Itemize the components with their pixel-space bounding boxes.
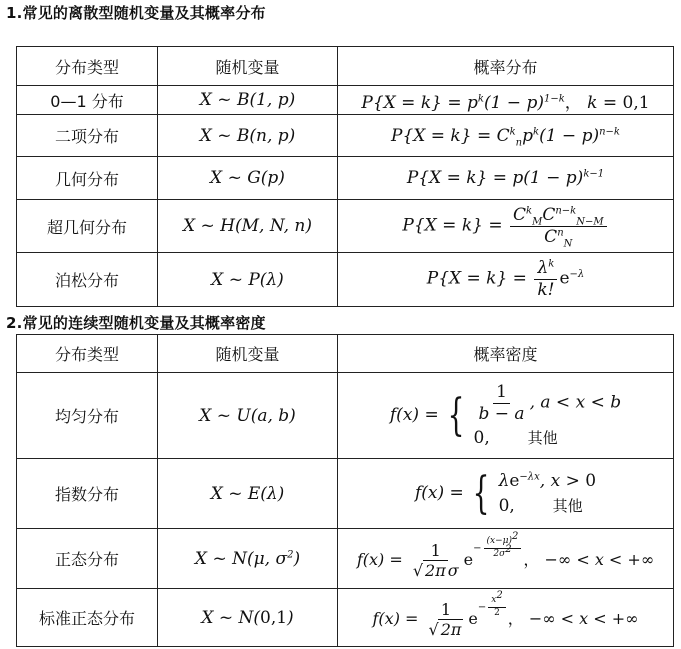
- variable-cell: X ~ H(M, N, n): [158, 200, 338, 253]
- table-row: [17, 589, 674, 647]
- type-cell: 几何分布: [17, 157, 158, 200]
- type-cell: 超几何分布: [17, 200, 158, 253]
- variable-cell: X ~ N(μ, $\sigma^2$): [158, 529, 338, 589]
- type-cell: 指数分布: [17, 459, 158, 529]
- density-cell: f(x) = $\frac{1}{√ 2\pi}$ e− $\frac{x^2}{2}$ ， −∞ < x < +∞: [338, 589, 674, 647]
- distribution-cell: P{X = k} = $\frac{\lambda^k}{k!}$ $e^{-\lambda}$: [338, 253, 674, 307]
- section2-title: 2.常见的连续型随机变量及其概率密度: [6, 314, 266, 332]
- table-row: [17, 115, 674, 157]
- header-type: 分布类型: [17, 335, 158, 373]
- type-cell: 均匀分布: [17, 373, 158, 459]
- density-cell: f(x) = { $\lambda e^{-\lambda x}$, x > 0 0, 其他: [338, 459, 674, 529]
- distribution-cell: P{X = k} = $\frac{C^k_MC^{n-k}_{N-M}}{C^n_N}$: [338, 200, 674, 253]
- table-row: [17, 373, 674, 459]
- header-variable: 随机变量: [158, 47, 338, 86]
- distribution-cell: $P\{X = k\} = C^k_np^k(1 - p)^{n-k}$: [338, 115, 674, 157]
- header-type: 分布类型: [17, 47, 158, 86]
- type-cell: 标准正态分布: [17, 589, 158, 647]
- section1-title: 1.常见的离散型随机变量及其概率分布: [6, 4, 266, 22]
- type-cell: 二项分布: [17, 115, 158, 157]
- type-cell: 正态分布: [17, 529, 158, 589]
- table-row: [17, 86, 674, 115]
- variable-cell: X ~ B(n, p): [158, 115, 338, 157]
- variable-cell: X ~ E(λ): [158, 459, 338, 529]
- distribution-cell: $P\{X = k\} = p^k(1 - p)^{1-k}$， k = 0,1: [338, 86, 674, 115]
- table-row: [17, 253, 674, 307]
- variable-cell: X ~ N(0,1): [158, 589, 338, 647]
- density-cell: f(x) = $\frac{1}{\text{√ 2π σ}}$ e− $\frac{(x-\mu)^2}{2\sigma^2}$ ， −∞ < x < +∞: [338, 529, 674, 589]
- table-header-row: [17, 47, 674, 86]
- variable-cell: X ~ G(p): [158, 157, 338, 200]
- table-header-row: [17, 335, 674, 373]
- density-cell: f(x) = { $\frac{1}{b - a}$ , a < x < b 0, 其他: [338, 373, 674, 459]
- table-row: [17, 200, 674, 253]
- header-distribution: 概率分布: [338, 47, 674, 86]
- type-cell: 0—1 分布: [17, 86, 158, 115]
- continuous-distribution-table: [16, 334, 674, 647]
- header-density: 概率密度: [338, 335, 674, 373]
- header-variable: 随机变量: [158, 335, 338, 373]
- distribution-cell: $P\{X = k\} = p(1 - p)^{k-1}$: [338, 157, 674, 200]
- table-row: [17, 459, 674, 529]
- variable-cell: X ~ B(1, p): [158, 86, 338, 115]
- type-cell: 泊松分布: [17, 253, 158, 307]
- variable-cell: X ~ P(λ): [158, 253, 338, 307]
- table-row: [17, 529, 674, 589]
- table-row: [17, 157, 674, 200]
- variable-cell: X ~ U(a, b): [158, 373, 338, 459]
- discrete-distribution-table: [16, 46, 674, 307]
